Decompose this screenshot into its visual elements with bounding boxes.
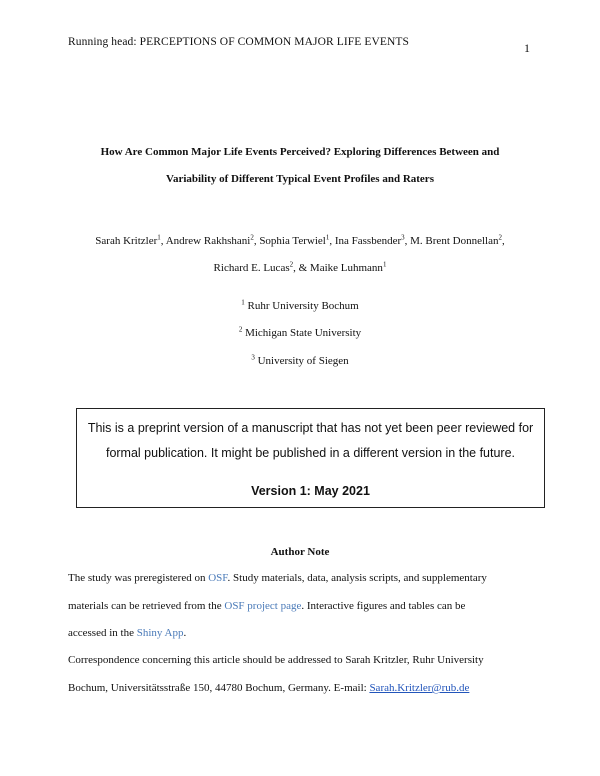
- affiliation-name: University of Siegen: [257, 355, 349, 367]
- author-affiliation-mark: 1: [157, 233, 161, 242]
- osf-project-page-link[interactable]: OSF project page: [224, 600, 302, 612]
- affiliation-name: Ruhr University Bochum: [247, 300, 359, 312]
- shiny-app-link[interactable]: Shiny App: [136, 627, 184, 639]
- author-affiliation-mark: 3: [401, 233, 405, 242]
- affiliation-mark: 3: [251, 353, 255, 362]
- running-head: Running head: PERCEPTIONS OF COMMON MAJOR LIFE EVENTS: [68, 36, 410, 48]
- page-number: 1: [524, 41, 530, 55]
- email-link[interactable]: Sarah.Kritzler@rub.de: [369, 682, 470, 694]
- affiliation-mark: 2: [238, 325, 243, 334]
- affiliation-name: Michigan State University: [245, 327, 362, 339]
- version-label: Version 1: May 2021: [251, 484, 370, 498]
- author-name: Maike Luhmann: [309, 262, 383, 274]
- author-note-line-4: Correspondence concerning this article should be addressed to Sarah Kritzler, Ruhr University: [68, 654, 484, 666]
- affiliation-2: [40, 327, 560, 339]
- author-affiliation-mark: 1: [382, 260, 387, 269]
- note-text: Bochum, Universitätsstraße 150, 44780 Bochum, Germany. E-mail:: [68, 682, 370, 694]
- note-text: accessed in the: [68, 627, 137, 639]
- osf-link[interactable]: OSF: [208, 572, 228, 584]
- author-note-line-5: [68, 682, 469, 694]
- note-text: .: [183, 627, 187, 639]
- affiliation-3: [40, 355, 560, 367]
- author-name: Sophia Terwiel: [259, 235, 326, 247]
- author-note-line-2: [68, 600, 465, 612]
- author-name: M. Brent Donnellan: [410, 235, 499, 247]
- notice-line-2: formal publication. It might be published in a different version in the future.: [105, 446, 516, 460]
- author-affiliation-mark: 2: [250, 233, 254, 242]
- author-note-line-1: [68, 572, 487, 584]
- note-text: . Study materials, data, analysis scripts, and supplementary: [227, 572, 487, 584]
- author-note-line-3: [68, 627, 186, 639]
- author-name: Ina Fassbender: [334, 235, 402, 247]
- note-text: The study was preregistered on: [68, 572, 209, 584]
- note-text: materials can be retrieved from the: [68, 600, 225, 612]
- author-line-1: Sarah Kritzler$^1$, Andrew Rakhshani$^2$, Sophia Terwiel$^1$, Ina Fassbender$^3$, M. Brent Donnellan$^2$,: [95, 233, 505, 247]
- title-line-1: How Are Common Major Life Events Perceived? Exploring Differences Between and: [100, 146, 500, 158]
- author-affiliation-mark: 2: [289, 260, 294, 269]
- author-name: Andrew Rakhshani: [165, 235, 251, 247]
- notice-line-1: This is a preprint version of a manuscript that has not yet been peer reviewed for: [87, 421, 534, 435]
- author-affiliation-mark: 2: [498, 233, 502, 242]
- author-note-heading: Author Note: [270, 546, 330, 558]
- affiliation-1: [40, 300, 560, 312]
- title-line-2: Variability of Different Typical Event Profiles and Raters: [166, 173, 434, 185]
- affiliation-mark: 1: [241, 298, 245, 307]
- author-affiliation-mark: 1: [325, 233, 330, 242]
- author-line-2: Richard E. Lucas$^2$, & Maike Luhmann$^1$: [213, 260, 387, 274]
- author-name: Richard E. Lucas: [213, 262, 290, 274]
- note-text: . Interactive figures and tables can be: [301, 600, 466, 612]
- preprint-notice-box: [76, 408, 545, 508]
- author-name: Sarah Kritzler: [95, 235, 158, 247]
